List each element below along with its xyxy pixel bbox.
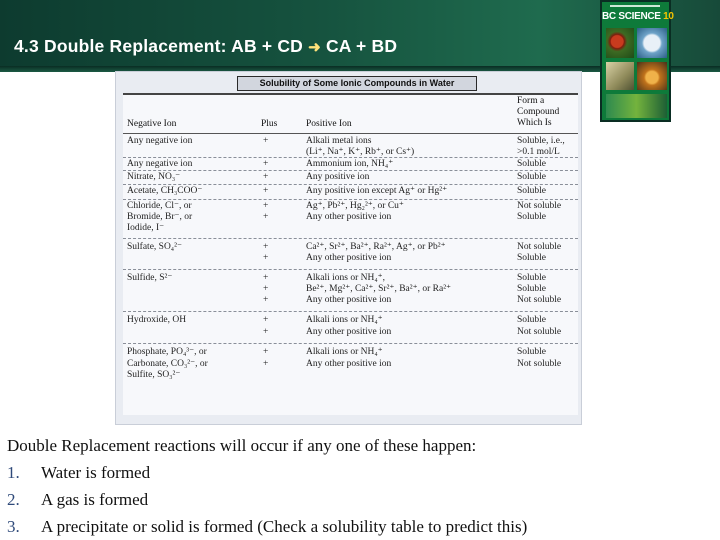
header-negative-ion: Negative Ion — [127, 119, 177, 129]
cover-title-text: BC SCIENCE — [602, 11, 661, 22]
row-group-divider — [123, 184, 578, 185]
cell-result: Soluble — [517, 172, 547, 182]
cell-result: >0.1 mol/L — [517, 147, 560, 157]
cell-positive-ion: Any positive ion — [306, 172, 370, 182]
table-caption: Solubility of Some Ionic Compounds in Water — [237, 76, 477, 91]
cell-negative-ion: Sulfide, S²⁻ — [127, 273, 173, 283]
condition-number: 1. — [7, 463, 20, 482]
cell-negative-ion: Acetate, CH₃COO⁻ — [127, 186, 203, 196]
cell-result: Soluble — [517, 347, 547, 357]
publisher-strip — [610, 5, 660, 7]
cell-plus: + — [263, 242, 269, 252]
cell-positive-ion: Any other positive ion — [306, 327, 392, 337]
cell-plus: + — [263, 186, 269, 196]
cell-positive-ion: Ag⁺, Pb²⁺, Hg₂²⁺, or Cu⁺ — [306, 201, 404, 211]
cover-photo-landscape — [606, 62, 634, 90]
cell-positive-ion: Ammonium ion, NH₄⁺ — [306, 159, 394, 169]
row-group-divider — [123, 199, 578, 200]
slide-title — [14, 36, 397, 57]
cell-result: Soluble — [517, 273, 547, 283]
cell-result: Not soluble — [517, 359, 562, 369]
cell-plus: + — [263, 273, 269, 283]
cell-negative-ion: Any negative ion — [127, 159, 193, 169]
cell-result: Not soluble — [517, 295, 562, 305]
cell-result: Not soluble — [517, 201, 562, 211]
solubility-table-image — [115, 71, 582, 425]
cover-photo-cell — [637, 62, 667, 90]
cell-negative-ion: Iodide, I⁻ — [127, 223, 165, 233]
row-group-divider — [123, 343, 578, 344]
cell-result: Soluble — [517, 212, 547, 222]
cell-negative-ion: Nitrate, NO₃⁻ — [127, 172, 181, 182]
cell-plus: + — [263, 295, 269, 305]
cell-positive-ion: Alkali ions or NH₄⁺ — [306, 315, 383, 325]
notes-intro: Double Replacement reactions will occur if any one of these happen: — [7, 436, 477, 455]
condition-text: A precipitate or solid is formed (Check a solubility table to predict this) — [41, 517, 528, 536]
condition-item — [7, 513, 713, 540]
condition-text: A gas is formed — [41, 490, 149, 509]
cell-result: Soluble — [517, 284, 547, 294]
cell-negative-ion: Any negative ion — [127, 136, 193, 146]
cell-positive-ion: (Li⁺, Na⁺, K⁺, Rb⁺, or Cs⁺) — [306, 147, 415, 157]
solubility-table — [123, 93, 578, 415]
header-forms-line3: Which Is — [517, 118, 552, 128]
cell-result: Soluble — [517, 253, 547, 263]
cell-result: Soluble, i.e., — [517, 136, 565, 146]
cell-plus: + — [263, 347, 269, 357]
cell-positive-ion: Any other positive ion — [306, 359, 392, 369]
cell-plus: + — [263, 284, 269, 294]
table-header — [123, 95, 578, 134]
cell-result: Not soluble — [517, 327, 562, 337]
right-arrow-icon: ➜ — [308, 39, 321, 56]
cell-negative-ion: Chloride, Cl⁻, or — [127, 201, 192, 211]
cell-plus: + — [263, 327, 269, 337]
cell-positive-ion: Any other positive ion — [306, 253, 392, 263]
condition-number: 2. — [7, 490, 20, 509]
condition-item — [7, 459, 713, 486]
header-forms-line1: Form a — [517, 96, 545, 106]
cell-plus: + — [263, 201, 269, 211]
cell-plus: + — [263, 136, 269, 146]
cell-positive-ion: Alkali metal ions — [306, 136, 372, 146]
row-group-divider — [123, 311, 578, 312]
cover-title — [602, 11, 674, 22]
cover-photo-berries — [606, 28, 634, 58]
conditions-list — [7, 459, 713, 540]
cell-positive-ion: Any other positive ion — [306, 212, 392, 222]
cell-plus: + — [263, 212, 269, 222]
cell-positive-ion: Be²⁺, Mg²⁺, Ca²⁺, Sr²⁺, Ba²⁺, or Ra²⁺ — [306, 284, 452, 294]
cell-positive-ion: Alkali ions or NH₄⁺, — [306, 273, 386, 283]
cell-negative-ion: Hydroxide, OH — [127, 315, 187, 325]
header-plus: Plus — [261, 119, 278, 129]
condition-text: Water is formed — [41, 463, 151, 482]
cell-plus: + — [263, 159, 269, 169]
cell-negative-ion: Phosphate, PO₄³⁻, or — [127, 347, 207, 357]
textbook-cover-image — [600, 0, 674, 122]
header-forms-line2: Compound — [517, 107, 560, 117]
cell-positive-ion: Alkali ions or NH₄⁺ — [306, 347, 383, 357]
notes-block — [7, 432, 713, 540]
cover-photo-globe — [637, 28, 667, 58]
cover-photo-leaves — [606, 94, 667, 118]
header-positive-ion: Positive Ion — [306, 119, 352, 129]
cell-negative-ion: Carbonate, CO₃²⁻, or — [127, 359, 208, 369]
cell-result: Soluble — [517, 315, 547, 325]
cell-result: Soluble — [517, 159, 547, 169]
cell-positive-ion: Ca²⁺, Sr²⁺, Ba²⁺, Ra²⁺, Ag⁺, or Pb²⁺ — [306, 242, 446, 252]
cell-result: Not soluble — [517, 242, 562, 252]
cell-positive-ion: Any positive ion except Ag⁺ or Hg²⁺ — [306, 186, 448, 196]
cell-plus: + — [263, 315, 269, 325]
cover-title-number: 10 — [663, 11, 674, 22]
cell-plus: + — [263, 172, 269, 182]
cell-plus: + — [263, 359, 269, 369]
cell-result: Soluble — [517, 186, 547, 196]
cell-positive-ion: Any other positive ion — [306, 295, 392, 305]
cell-negative-ion: Sulfate, SO₄²⁻ — [127, 242, 182, 252]
title-reactants: 4.3 Double Replacement: AB + CD — [14, 36, 304, 56]
cell-negative-ion: Sulfite, SO₃²⁻ — [127, 370, 181, 380]
cell-negative-ion: Bromide, Br⁻, or — [127, 212, 193, 222]
title-products: CA + BD — [325, 36, 398, 56]
row-group-divider — [123, 269, 578, 270]
row-group-divider — [123, 238, 578, 239]
cell-plus: + — [263, 253, 269, 263]
condition-item — [7, 486, 713, 513]
condition-number: 3. — [7, 517, 20, 536]
